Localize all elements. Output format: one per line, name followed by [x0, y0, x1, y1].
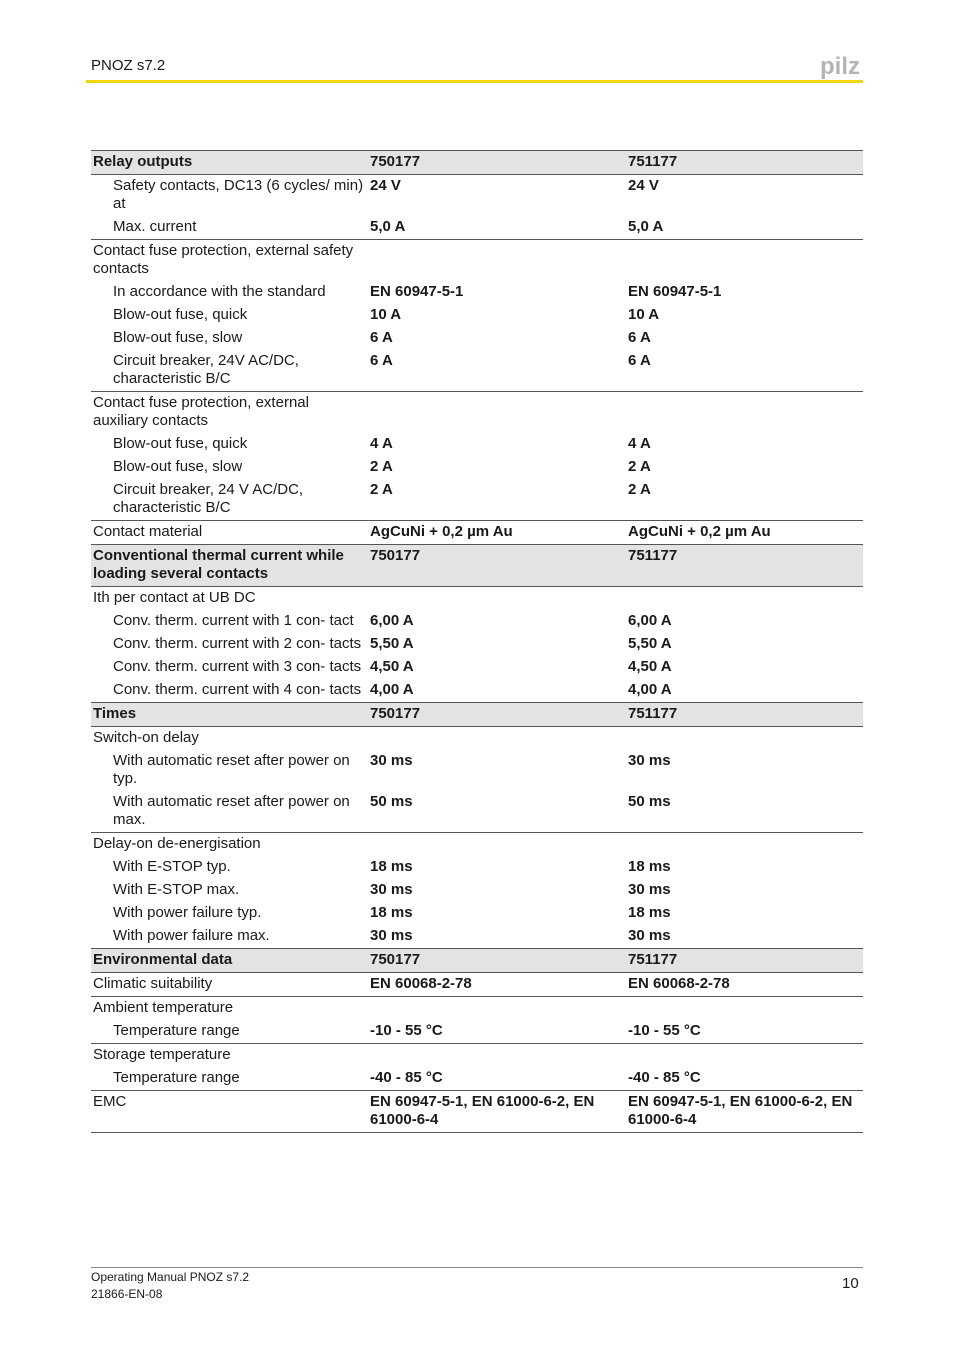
value-751177-cell: 50 ms [626, 791, 863, 833]
value-751177-cell: 751177 [626, 545, 863, 587]
value-751177-cell: 2 A [626, 479, 863, 521]
value-751177-cell: 30 ms [628, 752, 671, 769]
value-751177-cell: 4 A [628, 435, 651, 452]
value-750177-cell: 18 ms [370, 858, 413, 875]
value-751177-cell: -10 - 55 °C [626, 1020, 863, 1044]
value-751177-cell [626, 240, 863, 282]
table-row [91, 902, 863, 925]
parameter-cell: With E-STOP max. [113, 881, 240, 898]
table-row [91, 656, 863, 679]
value-751177-cell: 2 A [628, 458, 651, 475]
section-header-row [91, 151, 863, 175]
value-751177-cell [626, 833, 863, 857]
value-750177-cell: 30 ms [370, 752, 413, 769]
table-row [91, 216, 863, 240]
value-750177-cell: 50 ms [368, 791, 626, 833]
parameter-cell: Ambient temperature [93, 999, 234, 1016]
section-header-row [91, 703, 863, 727]
value-750177-cell: -10 - 55 °C [368, 1020, 626, 1044]
value-751177-cell: 6,00 A [628, 612, 672, 629]
table-row [91, 679, 863, 703]
parameter-cell: Conv. therm. current with 4 con- tacts [113, 681, 362, 698]
parameter-cell: Conv. therm. current with 2 con- tacts [113, 635, 362, 652]
value-751177-cell: EN 60947-5-1 [628, 283, 722, 300]
value-751177-cell [626, 727, 863, 751]
value-750177-cell: 5,0 A [368, 216, 626, 240]
parameter-cell: Safety contacts, DC13 (6 cycles/ min) at [113, 177, 364, 212]
section-header-row [91, 545, 863, 587]
value-750177-cell [368, 1044, 626, 1068]
table-row [91, 433, 863, 456]
parameter-cell: Ith per contact at UB DC [93, 589, 256, 606]
value-750177-cell [368, 997, 626, 1021]
table-row [91, 925, 863, 949]
technical-data-table [91, 150, 863, 1133]
table-row [91, 521, 863, 545]
value-751177-cell [626, 997, 863, 1021]
value-750177-cell: 5,50 A [370, 635, 414, 652]
svg-text:pilz: pilz [820, 54, 860, 80]
table-row [91, 456, 863, 479]
footer-rule [91, 1267, 863, 1268]
parameter-cell: With power failure typ. [113, 904, 262, 921]
value-750177-cell: 30 ms [370, 927, 413, 944]
parameter-cell: Max. current [91, 216, 368, 240]
value-750177-cell: 4,00 A [370, 681, 414, 698]
parameter-cell: EMC [91, 1091, 368, 1133]
value-750177-cell: 4,50 A [370, 658, 414, 675]
value-751177-cell: 4,00 A [628, 681, 672, 698]
parameter-cell: Blow-out fuse, quick [113, 306, 248, 323]
value-751177-cell: 24 V [628, 177, 659, 194]
value-751177-cell: 30 ms [628, 881, 671, 898]
value-750177-cell: 18 ms [370, 904, 413, 921]
parameter-cell: Times [91, 703, 368, 727]
table-row [91, 175, 863, 217]
parameter-cell: Blow-out fuse, slow [113, 458, 243, 475]
value-750177-cell: 750177 [368, 949, 626, 973]
table-row [91, 727, 863, 751]
value-750177-cell: EN 60947-5-1 [370, 283, 464, 300]
parameter-cell: Contact fuse protection, external auxiliary contacts [93, 394, 309, 429]
table-row [91, 479, 863, 521]
value-751177-cell: 30 ms [628, 927, 671, 944]
parameter-cell: Contact material [91, 521, 368, 545]
parameter-cell: Climatic suitability [91, 973, 368, 997]
value-750177-cell: 6 A [368, 350, 626, 392]
parameter-cell: Conv. therm. current with 1 con- tact [113, 612, 354, 629]
page-number: 10 [842, 1275, 859, 1292]
parameter-cell: With E-STOP typ. [113, 858, 231, 875]
parameter-cell: Storage temperature [93, 1046, 231, 1063]
parameter-cell: Temperature range [91, 1020, 368, 1044]
table-row [91, 973, 863, 997]
value-750177-cell [368, 727, 626, 751]
value-751177-cell: 751177 [626, 949, 863, 973]
parameter-cell: Circuit breaker, 24V AC/DC, characteristic B/C [91, 350, 368, 392]
value-751177-cell: 18 ms [628, 858, 671, 875]
table-row [91, 997, 863, 1021]
value-751177-cell: EN 60947-5-1, EN 61000-6-2, EN 61000-6-4 [626, 1091, 863, 1133]
value-750177-cell: 2 A [368, 479, 626, 521]
table-row [91, 791, 863, 833]
table-row [91, 587, 863, 611]
parameter-cell: Switch-on delay [93, 729, 199, 746]
value-751177-cell: 6 A [628, 329, 651, 346]
value-750177-cell: 6,00 A [370, 612, 414, 629]
table-row [91, 633, 863, 656]
parameter-cell: With power failure max. [113, 927, 270, 944]
parameter-cell: Temperature range [91, 1067, 368, 1091]
parameter-cell: Delay-on de-energisation [93, 835, 261, 852]
parameter-cell: Circuit breaker, 24 V AC/DC, characteristic B/C [91, 479, 368, 521]
parameter-cell: Blow-out fuse, quick [113, 435, 248, 452]
value-750177-cell [368, 240, 626, 282]
table-row [91, 327, 863, 350]
value-751177-cell: 751177 [626, 151, 863, 175]
footer-manual-title: Operating Manual PNOZ s7.2 [91, 1270, 250, 1284]
value-751177-cell: 4,50 A [628, 658, 672, 675]
value-750177-cell: 750177 [368, 545, 626, 587]
table-row [91, 281, 863, 304]
value-751177-cell: 6 A [626, 350, 863, 392]
value-750177-cell: AgCuNi + 0,2 µm Au [368, 521, 626, 545]
value-750177-cell [368, 833, 626, 857]
parameter-cell: In accordance with the standard [113, 283, 326, 300]
value-750177-cell: EN 60947-5-1, EN 61000-6-2, EN 61000-6-4 [368, 1091, 626, 1133]
table-row [91, 856, 863, 879]
table-row [91, 1067, 863, 1091]
table-row [91, 833, 863, 857]
table-row [91, 240, 863, 282]
table-row [91, 1044, 863, 1068]
parameter-cell: With automatic reset after power on typ. [113, 752, 350, 787]
page-header-title: PNOZ s7.2 [91, 57, 166, 74]
value-751177-cell: AgCuNi + 0,2 µm Au [626, 521, 863, 545]
value-750177-cell [368, 587, 626, 611]
value-750177-cell: 4 A [370, 435, 393, 452]
table-row [91, 350, 863, 392]
parameter-cell: Conv. therm. current with 3 con- tacts [113, 658, 362, 675]
value-751177-cell [626, 392, 863, 434]
parameter-cell: Environmental data [91, 949, 368, 973]
value-750177-cell: 10 A [370, 306, 402, 323]
table-row [91, 1091, 863, 1133]
parameter-cell: Blow-out fuse, slow [113, 329, 243, 346]
table-row [91, 610, 863, 633]
parameter-cell: Contact fuse protection, external safety contacts [93, 242, 354, 277]
header-rule [86, 80, 863, 83]
parameter-cell: With automatic reset after power on max. [91, 791, 368, 833]
value-750177-cell: 6 A [370, 329, 393, 346]
value-750177-cell: -40 - 85 °C [368, 1067, 626, 1091]
value-751177-cell: 10 A [628, 306, 660, 323]
table-row [91, 304, 863, 327]
value-750177-cell: 30 ms [370, 881, 413, 898]
table-row [91, 750, 863, 791]
value-750177-cell [368, 392, 626, 434]
table-row [91, 1020, 863, 1044]
value-750177-cell: 24 V [370, 177, 401, 194]
value-751177-cell: 751177 [626, 703, 863, 727]
value-750177-cell: 2 A [370, 458, 393, 475]
table-row [91, 879, 863, 902]
value-751177-cell: EN 60068-2-78 [626, 973, 863, 997]
value-750177-cell: EN 60068-2-78 [368, 973, 626, 997]
value-751177-cell [626, 1044, 863, 1068]
table-row [91, 392, 863, 434]
section-header-row [91, 949, 863, 973]
value-750177-cell: 750177 [368, 703, 626, 727]
value-751177-cell: 5,0 A [626, 216, 863, 240]
value-750177-cell: 750177 [368, 151, 626, 175]
value-751177-cell: 18 ms [628, 904, 671, 921]
parameter-cell: Relay outputs [91, 151, 368, 175]
value-751177-cell: 5,50 A [628, 635, 672, 652]
value-751177-cell: -40 - 85 °C [626, 1067, 863, 1091]
parameter-cell: Conventional thermal current while loading several contacts [91, 545, 368, 587]
value-751177-cell [626, 587, 863, 611]
footer-document-number: 21866-EN-08 [91, 1287, 163, 1301]
